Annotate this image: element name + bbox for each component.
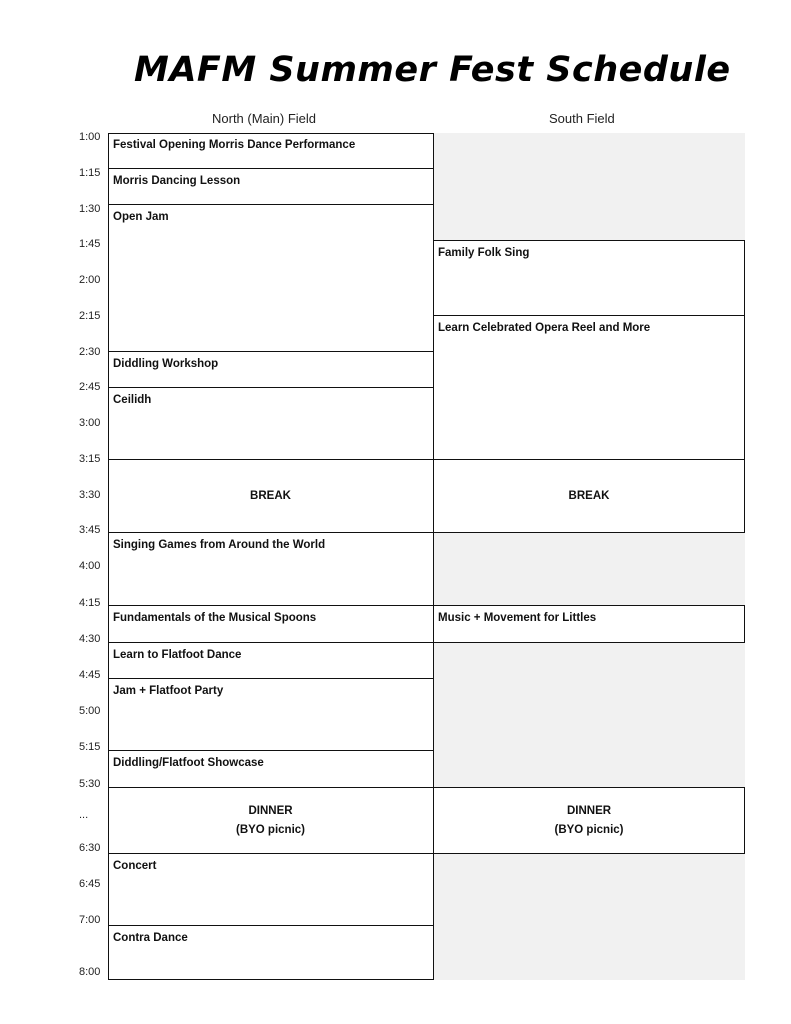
empty-slot-south <box>433 133 745 241</box>
time-label: 6:45 <box>79 878 101 890</box>
empty-slot-south <box>433 533 745 606</box>
time-label: 5:00 <box>79 705 101 717</box>
event-cell-north: Open Jam <box>108 205 433 352</box>
time-label: 6:30 <box>79 842 101 854</box>
time-label: 2:00 <box>79 274 101 286</box>
break-cell-north <box>108 460 433 533</box>
event-cell-north: Ceilidh <box>108 388 433 460</box>
event-cell-north: Festival Opening Morris Dance Performance <box>108 133 433 169</box>
dinner-note: (BYO picnic) <box>235 824 305 836</box>
time-label: 3:15 <box>79 453 101 465</box>
time-label: 4:45 <box>79 669 101 681</box>
dinner-label: DINNER <box>248 805 293 817</box>
dinner-cell-north <box>108 788 433 854</box>
break-label: BREAK <box>568 490 610 502</box>
event-cell-south: Learn Celebrated Opera Reel and More <box>433 316 745 460</box>
time-label: 4:30 <box>79 633 101 645</box>
event-cell-north: Fundamentals of the Musical Spoons <box>108 606 433 643</box>
event-cell-north: Morris Dancing Lesson <box>108 169 433 205</box>
column-divider <box>433 133 434 980</box>
time-label: 1:15 <box>79 167 101 179</box>
dinner-cell-south <box>433 788 745 854</box>
event-cell-south: Music + Movement for Littles <box>433 606 745 643</box>
event-cell-north: Jam + Flatfoot Party <box>108 679 433 751</box>
dinner-note: (BYO picnic) <box>554 824 624 836</box>
dinner-label: DINNER <box>566 805 612 817</box>
time-label: 4:15 <box>79 597 101 609</box>
time-label: 1:30 <box>79 203 101 215</box>
column-header-south: South Field <box>549 111 615 126</box>
event-cell-north: Singing Games from Around the World <box>108 533 433 606</box>
time-label: 1:00 <box>79 131 101 143</box>
empty-slot-south <box>433 854 745 980</box>
event-cell-north: Concert <box>108 854 433 926</box>
event-cell-south: Family Folk Sing <box>433 241 745 316</box>
time-label: 3:00 <box>79 417 101 429</box>
empty-slot-south <box>433 643 745 788</box>
event-cell-north: Diddling Workshop <box>108 352 433 388</box>
event-cell-north: Contra Dance <box>113 932 188 944</box>
time-label: 2:45 <box>79 381 101 393</box>
page-title: MAFM Summer Fest Schedule <box>134 50 731 90</box>
column-header-north: North (Main) Field <box>212 111 317 126</box>
time-label: 2:15 <box>79 310 101 322</box>
time-label: 5:30 <box>79 778 101 790</box>
time-label: 5:15 <box>79 741 101 753</box>
time-label: 7:00 <box>79 914 101 926</box>
time-label: 4:00 <box>79 560 101 572</box>
time-label: 1:45 <box>79 238 101 250</box>
time-label: 2:30 <box>79 346 101 358</box>
time-label: 8:00 <box>79 966 101 978</box>
event-cell-north: Learn to Flatfoot Dance <box>108 643 433 679</box>
time-label: 3:45 <box>79 524 101 536</box>
break-label: BREAK <box>250 490 291 502</box>
event-cell-north: Diddling/Flatfoot Showcase <box>108 751 433 788</box>
time-label: 3:30 <box>79 489 101 501</box>
time-label: ... <box>79 809 89 821</box>
break-cell-south <box>433 460 745 533</box>
